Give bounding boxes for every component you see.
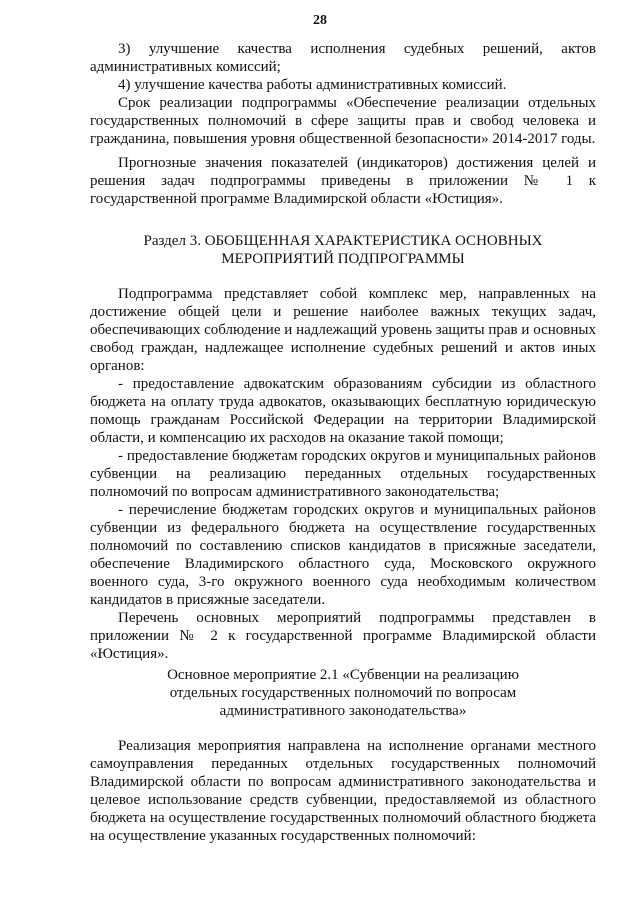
subsection-heading: Основное мероприятие 2.1 «Субвенции на реализацию отдельных государственных полномочий по вопросам административного законодательства» xyxy=(167,667,519,719)
paragraph-activities-list: Перечень основных мероприятий подпрограммы представлен в приложении № 2 к государственной программе Владимирской области «Юстиция». xyxy=(90,610,596,662)
page-number: 28 xyxy=(313,13,327,28)
list-item-jurors-subvention: - перечисление бюджетам городских округов и муниципальных районов субвенции из федерального бюджета на осуществление государственных полномочий по составлению списков кандидатов в присяжные заседатели, обеспечение Владимирского областного суда, Московского окружного военного суда, 3-го окружного военного суда необходимым количеством кандидатов в присяжные заседатели. xyxy=(90,502,596,608)
paragraph-list-item-3: 3) улучшение качества исполнения судебных решений, актов административных комиссий; xyxy=(90,41,596,75)
paragraph-list-item-4: 4) улучшение качества работы административных комиссий. xyxy=(118,77,507,93)
subsection-body xyxy=(90,737,596,845)
paragraph-forecast: Прогнозные значения показателей (индикаторов) достижения целей и решения задач подпрограммы приведены в приложении № 1 к государственной программе Владимирской области «Юстиция». xyxy=(90,155,596,207)
section-body xyxy=(90,285,596,663)
intro-text-block xyxy=(90,40,596,208)
list-item-advocates-subsidy: - предоставление адвокатским образованиям субсидии из областного бюджета на оплату труда адвокатов, оказывающих бесплатную юридическую помощь гражданам Российской Федерации на территории Владимирской области, и компенсацию их расходов на оказание такой помощи; xyxy=(90,376,596,446)
paragraph-term: Срок реализации подпрограммы «Обеспечение реализации отдельных государственных полномочий в сфере защиты прав и свобод человека и гражданина, повышения уровня общественной безопасности» 2014-2017 годы. xyxy=(90,95,596,147)
paragraph-subprogram-description: Подпрограмма представляет собой комплекс мер, направленных на достижение общей цели и решение наиболее важных текущих задач, обеспечивающих соблюдение и надлежащий уровень защиты прав и основных свобод граждан, надлежащее исполнение судебных решений и актов иных органов: xyxy=(90,286,596,374)
section-heading: Раздел 3. ОБОБЩЕННАЯ ХАРАКТЕРИСТИКА ОСНОВНЫХ МЕРОПРИЯТИЙ ПОДПРОГРАММЫ xyxy=(143,233,543,267)
paragraph-activity-implementation: Реализация мероприятия направлена на исполнение органами местного самоуправления переданных отдельных государственных полномочий Владимирской области по вопросам административного законодательства и целевое использование средств субвенции, предоставляемой из областного бюджета на осуществление государственных полномочий областного бюджета на осуществление указанных государственных полномочий: xyxy=(90,738,596,844)
list-item-municipal-subvention: - предоставление бюджетам городских округов и муниципальных районов субвенции на реализацию переданных отдельных государственных полномочий по вопросам административного законодательства; xyxy=(90,448,596,500)
